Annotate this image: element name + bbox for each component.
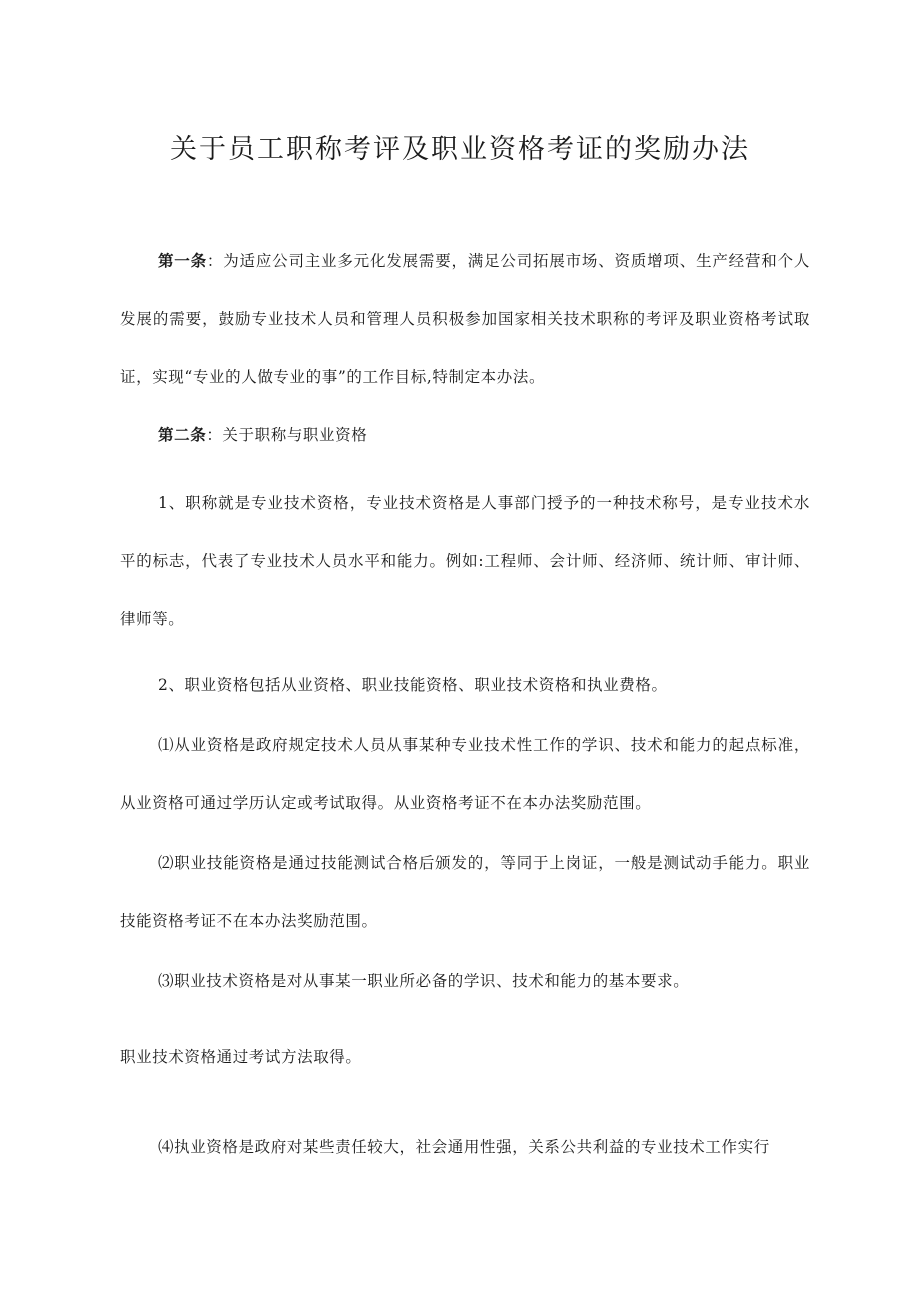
sub-item-3-continued: 职业技术资格通过考试方法取得。: [120, 1048, 362, 1066]
article-1-label: 第一条: [158, 251, 207, 270]
sub-item-2: ⑵职业技能资格是通过技能测试合格后颁发的，等同于上岗证，一般是测试动手能力。职业技能资格考证不在本办法奖励范围。: [120, 854, 810, 930]
item-1: 1、职称就是专业技术资格，专业技术资格是人事部门授予的一种技术称号，是专业技术水平的标志，代表了专业技术人员水平和能力。例如:工程师、会计师、经济师、统计师、审计师、律师等。: [120, 494, 810, 628]
document-title: 关于员工职称考评及职业资格考证的奖励办法: [170, 134, 750, 165]
sub-item-4: ⑷执业资格是政府对某些责任较大，社会通用性强，关系公共利益的专业技术工作实行: [158, 1138, 770, 1156]
article-1-text: ：为适应公司主业多元化发展需要，满足公司拓展市场、资质增项、生产经营和个人发展的需要，鼓励专业技术人员和管理人员积极参加国家相关技术职称的考评及职业资格考试取证，实现“专业的人做专业的事”的工作目标,特制定本办法。: [120, 252, 810, 386]
sub-item-3: ⑶职业技术资格是对从事某一职业所必备的学识、技术和能力的基本要求。: [158, 972, 690, 990]
article-2-label: 第二条: [158, 425, 207, 444]
article-1: [120, 232, 810, 406]
article-2-text: ：关于职称与职业资格: [206, 426, 368, 444]
item-2: 2、职业资格包括从业资格、职业技能资格、职业技术资格和执业费格。: [158, 676, 668, 694]
article-2: [120, 406, 810, 464]
sub-item-1: ⑴从业资格是政府规定技术人员从事某种专业技术性工作的学识、技术和能力的起点标准，从业资格可通过学历认定或考试取得。从业资格考证不在本办法奖励范围。: [120, 736, 810, 812]
